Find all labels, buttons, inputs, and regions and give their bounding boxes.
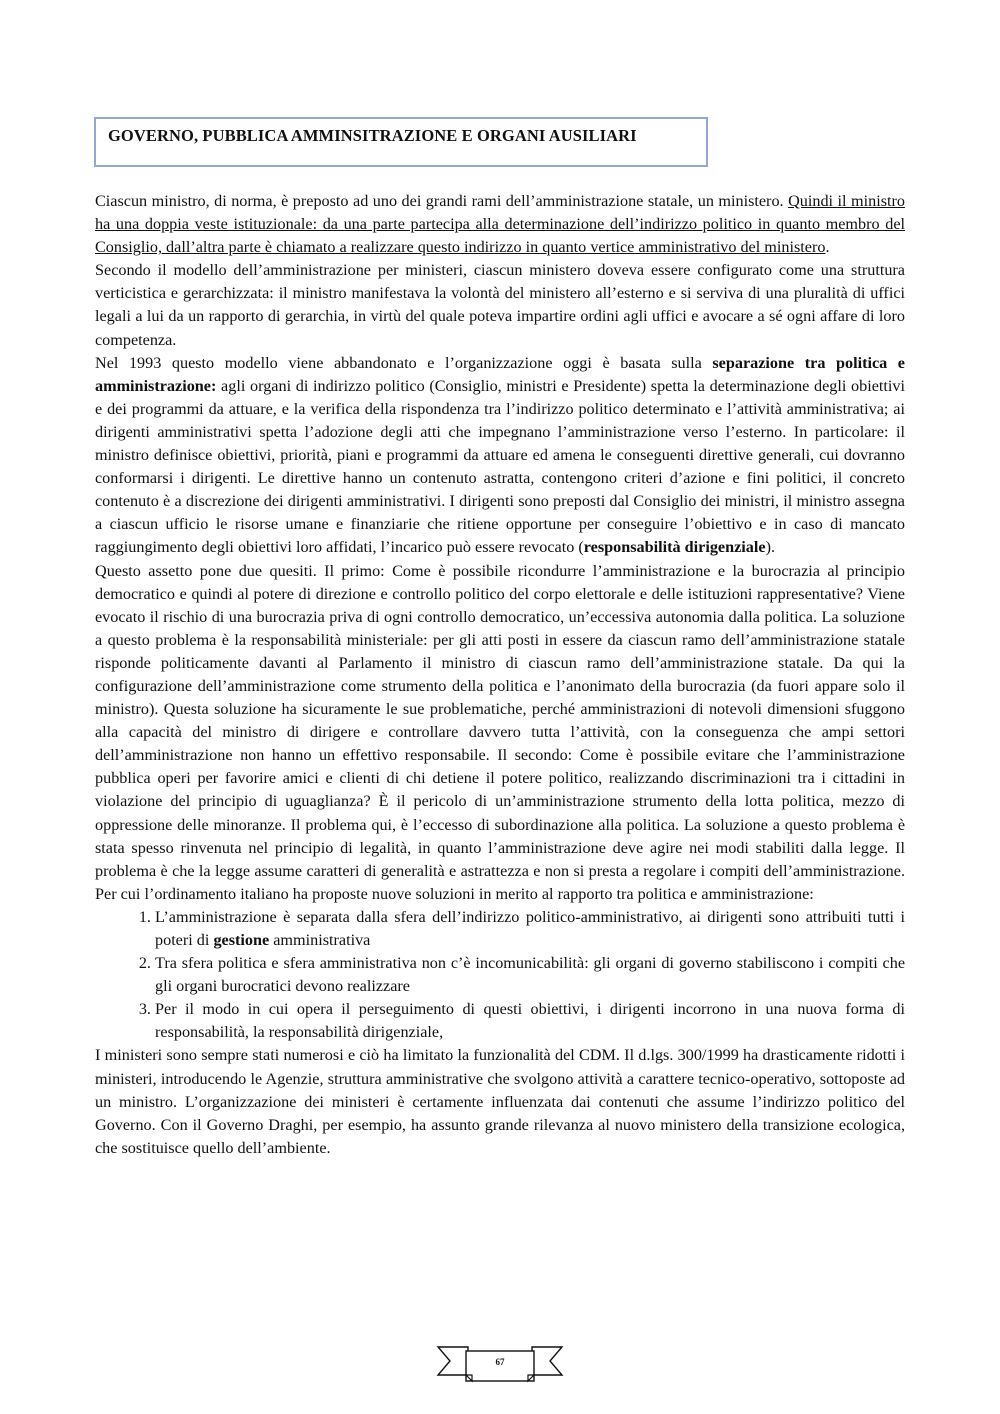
paragraph-1-end: .: [825, 238, 830, 257]
page-number: 67: [495, 1357, 505, 1367]
page-title: GOVERNO, PUBBLICA AMMINSITRAZIONE E ORGANI AUSILIARI: [108, 126, 637, 145]
list-item-text: Tra sfera politica e sfera amministrativa non c’è incomunicabilità: gli organi di governo stabiliscono i compiti che gli organi burocratici devono realizzare: [155, 954, 905, 996]
paragraph-3-body: agli organi di indirizzo politico (Consiglio, ministri e Presidente) spetta la determinazione degli obiettivi e dei programmi da attuare, e la verifica della rispondenza tra l’indirizzo politico determinato e l’attività amministrativa; ai dirigenti amministrativi spetta l’adozione degli atti che impegnano l’amministrazione verso l’esterno. In particolare: il ministro definisce obiettivi, priorità, piani e programmi da attuare ed amena le conseguenti direttive generali, cui dovranno conformarsi i dirigenti. Le direttive hanno un contenuto astratta, contengono criteri d’azione e fini politici, il concreto contenuto è a discrezione dei dirigenti amministrativi. I dirigenti sono preposti dal Consiglio dei ministri, il ministro assegna a ciascun ufficio le risorse umane e finanziarie che ritiene opportune per conseguire l’obiettivo e in caso di mancato raggiungimento degli obiettivi loro affidati, l’incarico può essere revocato (: [95, 376, 905, 557]
paragraph-5: I ministeri sono sempre stati numerosi e ciò ha limitato la funzionalità del CDM. Il d.lgs. 300/1999 ha drasticamente ridotti i ministeri, introducendo le Agenzie, struttura amministrative che svolgono attività a carattere tecnico-operativo, sottoposte ad un ministro. L’organizzazione dei ministeri è certamente influenzata dai contenuti che assume l’indirizzo politico del Governo. Con il Governo Draghi, per esempio, ha assunto grande rilevanza al nuovo ministero della transizione ecologica, che sostituisce quello dell’ambiente.: [95, 1046, 905, 1157]
list-item-text-end: amministrativa: [269, 931, 371, 949]
list-item-bold: gestione: [213, 931, 270, 949]
list-item: [155, 952, 905, 998]
paragraph-3-bold-separation: separazione tra politica e amministrazione:: [95, 353, 905, 395]
paragraph-3-end: ).: [765, 538, 776, 557]
title-box: [94, 117, 708, 167]
list-item-text: Per il modo in cui opera il perseguimento di questi obiettivi, i dirigenti incorrono in una nuova forma di responsabilità, la responsabilità dirigenziale,: [155, 1000, 905, 1042]
list-item-text: L’amministrazione è separata dalla sfera dell’indirizzo politico-amministrativo, ai dirigenti sono attribuiti tutti i poteri di: [155, 907, 905, 949]
list-item: [155, 906, 905, 952]
paragraph-1: [95, 190, 905, 259]
page-number-ribbon: [436, 1341, 564, 1383]
paragraph-3-intro: Nel 1993 questo modello viene abbandonato e l’organizzazione oggi è basata sulla: [95, 353, 713, 372]
list-item: [155, 998, 905, 1044]
paragraph-4: Questo assetto pone due quesiti. Il primo: Come è possibile ricondurre l’amministrazione e la burocrazia al principio democratico e quindi al potere di direzione e controllo politico del corpo elettorale e delle istituzioni rappresentative? Viene evocato il rischio di una burocrazia priva di ogni controllo democratico, un’eccessiva autonomia dalla politica. La soluzione a questo problema è la responsabilità ministeriale: per gli atti posti in essere da ciascun ramo dell’amministrazione statale risponde politicamente davanti al Parlamento il ministro di ciascun ramo dell’amministrazione statale. Da qui la configurazione dell’amministrazione come strumento della politica e l’anonimato della burocrazia (da fuori appare solo il ministro). Questa soluzione ha sicuramente le sue problematiche, perché amministrazioni di notevoli dimensioni sfuggono alla capacità del ministro di dirigere e controllare davvero tutta l’attività, con la conseguenza che ampi settori dell’amministrazione non hanno un effettivo responsabile. Il secondo: Come è possibile evitare che l’amministrazione pubblica operi per favorire amici e clienti di chi detiene il potere politico, realizzando discriminazioni tra i cittadini in violazione del principio di uguaglianza? È il pericolo di un’amministrazione strumento della lotta politica, mezzo di oppressione delle minoranze. Il problema qui, è l’eccesso di subordinazione alla politica. La soluzione a questo problema è stata spesso rinvenuta nel principio di legalità, in quanto l’amministrazione deve agire nei modi stabiliti dalla legge. Il problema è che la legge assume caratteri di generalità e astrattezza e non si presta a regolare i compiti dell’amministrazione. Per cui l’ordinamento italiano ha proposte nuove soluzioni in merito al rapporto tra politica e amministrazione:: [95, 561, 905, 903]
paragraph-1-underlined: Quindi il ministro ha una doppia veste istituzionale: da una parte partecipa alla determinazione dell’indirizzo politico in quanto membro del Consiglio, dall’altra parte è chiamato a realizzare questo indirizzo in quanto vertice amministrativo del ministero: [95, 192, 905, 257]
paragraph-2: Secondo il modello dell’amministrazione per ministeri, ciascun ministero doveva essere configurato come una struttura verticistica e gerarchizzata: il ministro manifestava la volontà del ministero all’esterno e si serviva di una pluralità di uffici legali a lui da un rapporto di gerarchia, in virtù del quale poteva impartire ordini agli uffici e avocare a sé ogni affare di loro competenza.: [95, 261, 905, 349]
paragraph-3-bold-responsibility: responsabilità dirigenziale: [583, 538, 766, 557]
paragraph-3: [95, 352, 905, 560]
body-text: [95, 190, 905, 1160]
paragraph-1-intro: Ciascun ministro, di norma, è preposto ad uno dei grandi rami dell’amministrazione statale, un ministero.: [95, 192, 789, 210]
numbered-list: [95, 906, 905, 1045]
